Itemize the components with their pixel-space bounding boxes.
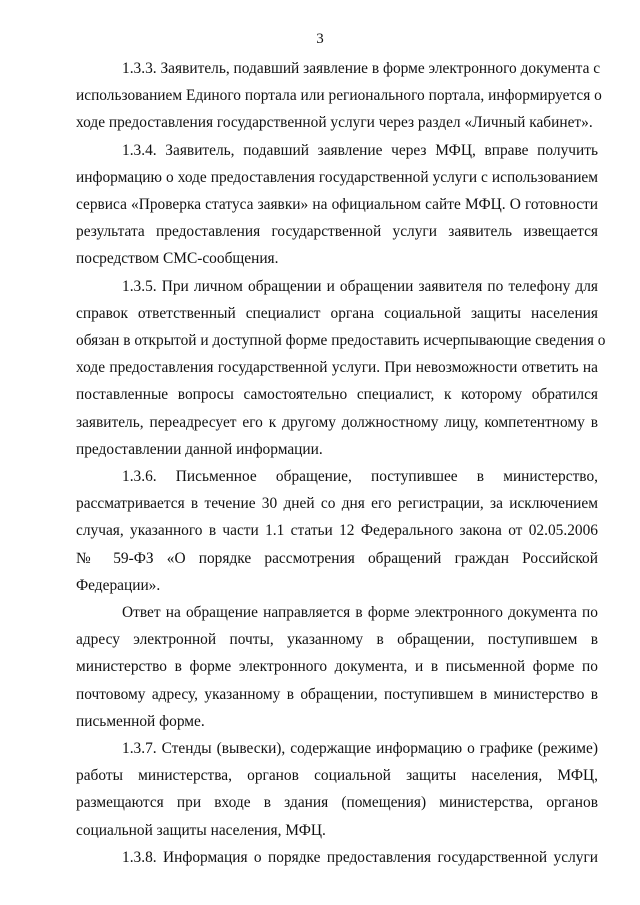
text-line: заявитель, переадресует его к другому должностному лицу, компетентному в	[76, 413, 598, 431]
text-line: посредством СМС-сообщения.	[76, 250, 279, 268]
text-line: Ответ на обращение направляется в форме электронного документа по	[122, 604, 598, 622]
paragraph-1-3-3	[76, 55, 602, 137]
text-line: использованием Единого портала или регионального портала, информируется о	[76, 87, 602, 105]
text-line: размещаются при входе в здания (помещения) министерства, органов	[76, 794, 598, 812]
document-body	[76, 55, 606, 871]
page-number: 3	[316, 31, 324, 47]
text-line: почтовому адресу, указанному в обращении, поступившем в министерство в	[76, 685, 598, 703]
paragraph-response	[76, 599, 598, 735]
text-line: рассматривается в течение 30 дней со дня его регистрации, за исключением	[76, 495, 598, 513]
paragraph-1-3-6	[76, 463, 598, 599]
text-line: результата предоставления государственной услуги заявитель извещается	[76, 223, 598, 241]
text-line: 1.3.8. Информация о порядке предоставления государственной услуги	[122, 848, 598, 866]
text-line: информацию о ходе предоставления государственной услуги с использованием	[76, 168, 598, 186]
text-line: случая, указанного в части 1.1 статьи 12 Федерального закона от 02.05.2006	[76, 522, 598, 540]
text-line: социальной защиты населения, МФЦ.	[76, 821, 326, 839]
text-line: министерство в форме электронного документа, и в письменной форме по	[76, 658, 598, 676]
text-line: 1.3.7. Стенды (вывески), содержащие информацию о графике (режиме)	[122, 740, 598, 758]
text-line: поставленные вопросы самостоятельно специалист, к которому обратился	[76, 386, 598, 404]
text-line: Федерации».	[76, 576, 161, 594]
text-line: работы министерства, органов социальной защиты населения, МФЦ,	[76, 767, 598, 785]
paragraph-1-3-4	[76, 137, 598, 273]
text-line: 1.3.4. Заявитель, подавший заявление через МФЦ, вправе получить	[122, 141, 598, 159]
text-line: справок ответственный специалист органа социальной защиты населения	[76, 304, 598, 322]
paragraph-1-3-8	[76, 844, 598, 871]
paragraph-1-3-7	[76, 735, 598, 844]
text-line: сервиса «Проверка статуса заявки» на официальном сайте МФЦ. О готовности	[76, 196, 598, 214]
text-line: ходе предоставления государственной услуги через раздел «Личный кабинет».	[76, 114, 593, 132]
text-line: адресу электронной почты, указанному в обращении, поступившем в	[76, 631, 598, 649]
paragraph-1-3-5	[76, 273, 606, 463]
text-line: обязан в открытой и доступной форме предоставить исчерпывающие сведения о	[76, 332, 606, 350]
text-line: 1.3.6. Письменное обращение, поступившее в министерство,	[122, 468, 598, 486]
text-line: письменной форме.	[76, 712, 205, 730]
text-line: 1.3.5. При личном обращении и обращении заявителя по телефону для	[122, 277, 598, 295]
text-line: предоставлении данной информации.	[76, 440, 323, 458]
text-line: 1.3.3. Заявитель, подавший заявление в форме электронного документа с	[122, 60, 601, 77]
text-line: ходе предоставления государственной услуги. При невозможности ответить на	[76, 359, 598, 377]
text-line: № 59-ФЗ «О порядке рассмотрения обращений граждан Российской	[76, 549, 598, 567]
